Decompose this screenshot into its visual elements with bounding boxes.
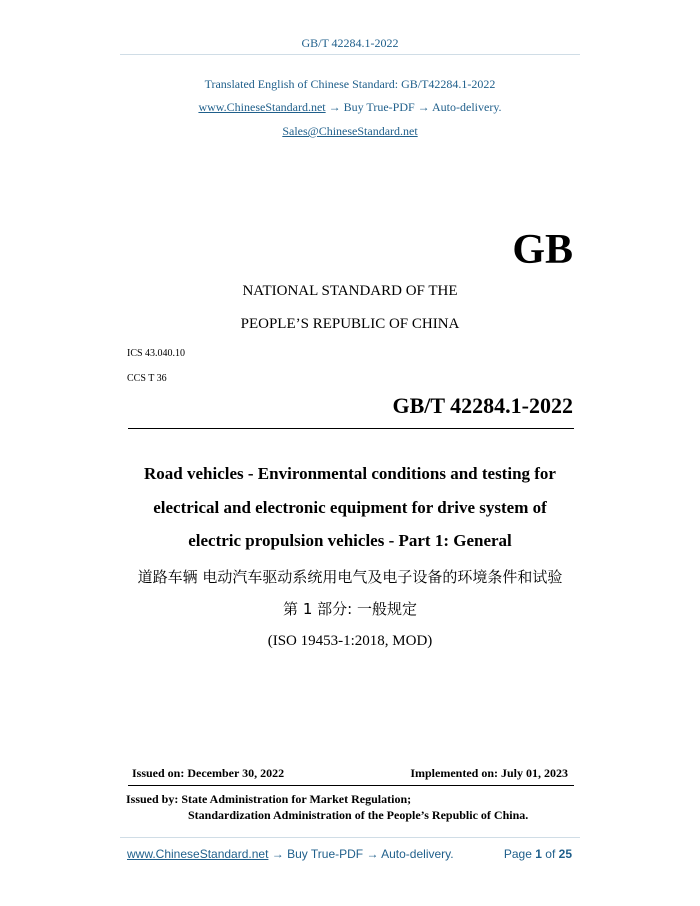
page-current: 1 bbox=[535, 847, 542, 861]
national-standard-line2: PEOPLE’S REPUBLIC OF CHINA bbox=[240, 316, 460, 332]
iso-reference: (ISO 19453-1:2018, MOD) bbox=[267, 633, 433, 649]
page-label: Page bbox=[503, 847, 532, 861]
promo-email-line bbox=[0, 124, 700, 139]
issued-by-line1: Issued by: State Administration for Market Regulation; bbox=[126, 792, 412, 806]
issued-on: Issued on: December 30, 2022 bbox=[132, 766, 285, 780]
page-indicator bbox=[504, 847, 572, 861]
ics-code: ICS 43.040.10 bbox=[127, 348, 186, 359]
footer-buy-text: → Buy True-PDF → Auto-delivery. bbox=[271, 847, 454, 861]
chinese-title-line2: 第 1 部分: 一般规定 bbox=[283, 600, 417, 618]
promo-buy-line bbox=[0, 100, 700, 115]
english-title-line1: Road vehicles - Environmental conditions and testing for bbox=[144, 464, 556, 483]
page-total: 25 bbox=[558, 847, 572, 861]
promo-line: Translated English of Chinese Standard: GB/T42284.1-2022 bbox=[204, 77, 496, 91]
buy-text: → Buy True-PDF → Auto-delivery. bbox=[328, 100, 502, 114]
page-of: of bbox=[545, 847, 556, 861]
site-link[interactable]: www.ChineseStandard.net bbox=[198, 100, 326, 114]
email-link[interactable]: Sales@ChineseStandard.net bbox=[282, 124, 418, 138]
english-title-line3: electric propulsion vehicles - Part 1: General bbox=[188, 531, 512, 550]
footer-site-link[interactable]: www.ChineseStandard.net bbox=[127, 847, 269, 861]
implemented-on: Implemented on: July 01, 2023 bbox=[410, 766, 568, 780]
standard-number: GB/T 42284.1-2022 bbox=[392, 393, 573, 418]
gb-mark: GB bbox=[512, 227, 573, 273]
dates-rule bbox=[128, 785, 574, 786]
english-title-line2: electrical and electronic equipment for drive system of bbox=[153, 498, 547, 517]
standard-number-rule bbox=[128, 428, 574, 429]
issued-by-line2: Standardization Administration of the People’s Republic of China. bbox=[188, 808, 529, 822]
ccs-code: CCS T 36 bbox=[127, 373, 167, 384]
chinese-title-line1: 道路车辆 电动汽车驱动系统用电气及电子设备的环境条件和试验 bbox=[137, 568, 563, 586]
national-standard-line1: NATIONAL STANDARD OF THE bbox=[242, 283, 458, 299]
footer-divider bbox=[120, 837, 580, 838]
running-header: GB/T 42284.1-2022 bbox=[301, 36, 399, 50]
footer-promo bbox=[127, 847, 454, 861]
header-divider bbox=[120, 54, 580, 55]
